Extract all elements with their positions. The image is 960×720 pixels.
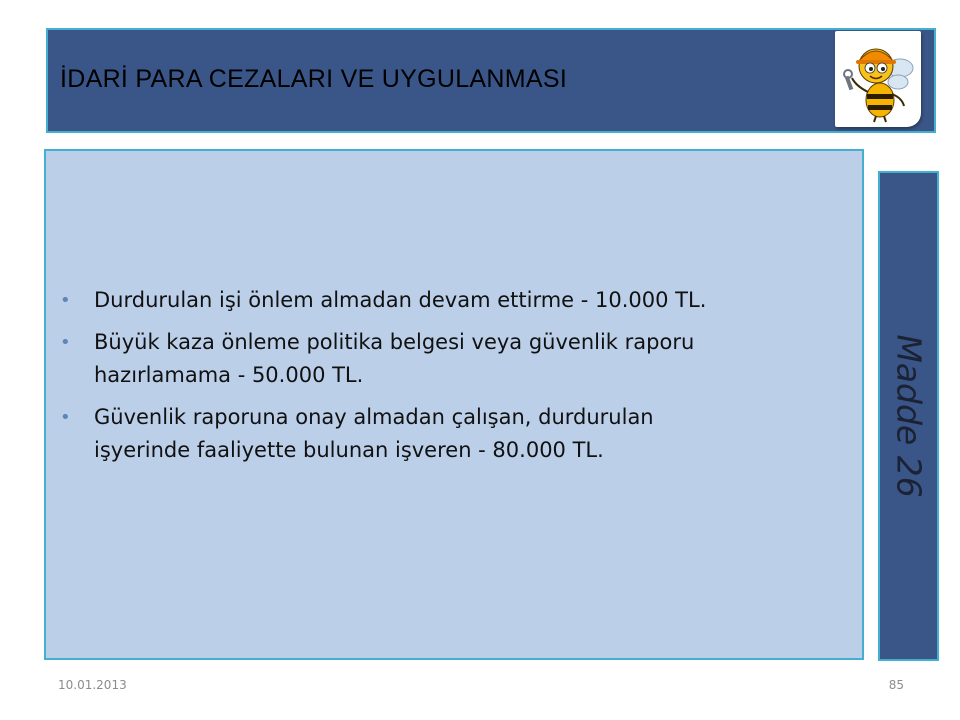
bullet-text: Durdurulan işi önlem almadan devam ettirme - 10.000 TL. [94, 288, 707, 312]
side-label-box [878, 171, 939, 661]
bullet-text-continued: işyerinde faaliyette bulunan işveren - 80.000 TL. [94, 438, 604, 462]
bullet-text: Güvenlik raporuna onay almadan çalışan, durdurulan [94, 405, 654, 429]
bullet-list [56, 284, 846, 476]
slide-title: İDARİ PARA CEZALARI VE UYGULANMASI [60, 65, 568, 93]
bullet-item [56, 401, 846, 467]
bullet-text: Büyük kaza önleme politika belgesi veya güvenlik raporu [94, 330, 695, 354]
content-box [44, 149, 864, 660]
bee-mascot-logo [838, 34, 918, 124]
bullet-text-continued: hazırlamama - 50.000 TL. [94, 363, 364, 387]
bullet-dot-icon: • [60, 407, 71, 428]
bullet-dot-icon: • [60, 290, 71, 311]
footer-date: 10.01.2013 [58, 678, 127, 692]
logo-card [835, 31, 921, 127]
bullet-dot-icon: • [60, 332, 71, 353]
page-number: 85 [888, 678, 904, 692]
bullet-item [56, 284, 846, 317]
bullet-item [56, 326, 846, 392]
title-bar [46, 28, 936, 133]
article-label: Madde 26 [889, 334, 928, 498]
